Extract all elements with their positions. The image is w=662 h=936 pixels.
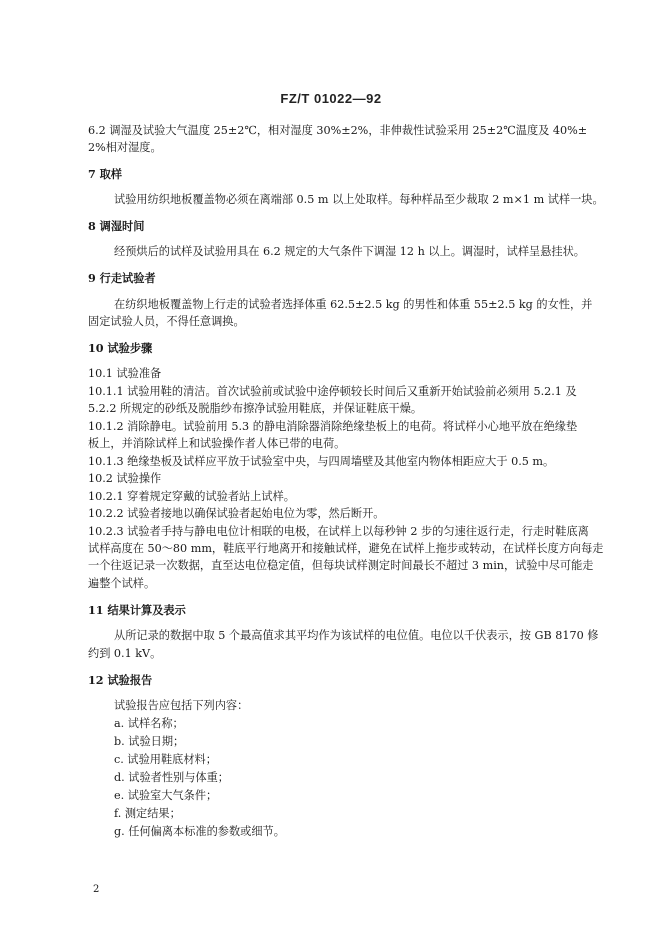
page-number: 2 bbox=[93, 884, 100, 895]
text-line: 遍整个试样。 bbox=[88, 577, 156, 590]
text-line: b. 试验日期； bbox=[114, 735, 185, 748]
section-heading: 10 试验步骤 bbox=[88, 341, 153, 355]
text-line: e. 试验室大气条件； bbox=[114, 789, 218, 802]
text-line: 经预烘后的试样及试验用具在 6.2 规定的大气条件下调湿 12 h 以上。调湿时，试样呈悬挂状。 bbox=[114, 245, 585, 258]
section-heading: 7 取样 bbox=[88, 167, 123, 181]
text-line: 10.2 试验操作 bbox=[88, 472, 162, 485]
text-line: 10.1.3 绝缘垫板及试样应平放于试验室中央，与四周墙壁及其他室内物体相距应大于 0.5 m。 bbox=[88, 455, 555, 468]
document-header: FZ/T 01022—92 bbox=[280, 91, 382, 106]
section-heading: 11 结果计算及表示 bbox=[88, 603, 186, 617]
text-line: 在纺织地板覆盖物上行走的试验者选择体重 62.5±2.5 kg 的男性和体重 55±2.5 kg 的女性，并 bbox=[114, 298, 593, 311]
text-line: g. 任何偏离本标准的参数或细节。 bbox=[114, 825, 285, 838]
text-line: 2%相对湿度。 bbox=[88, 141, 162, 154]
text-line: 一个往返记录一次数据，直至达电位稳定值，但每块试样测定时间最长不超过 3 min，试验中尽可能走 bbox=[88, 559, 594, 572]
text-line: 试样高度在 50～80 mm，鞋底平行地离开和接触试样，避免在试样上拖步或转动，在试样长度方向每走 bbox=[88, 542, 604, 555]
text-line: 10.2.2 试验者接地以确保试验者起始电位为零，然后断开。 bbox=[88, 507, 385, 520]
text-line: 10.1 试验准备 bbox=[88, 367, 162, 380]
text-line: 10.2.1 穿着规定穿戴的试验者站上试样。 bbox=[88, 490, 295, 503]
text-line: a. 试样名称； bbox=[114, 717, 184, 730]
text-line: 5.2.2 所规定的砂纸及脱脂纱布擦净试验用鞋底，并保证鞋底干燥。 bbox=[88, 402, 423, 415]
text-line: 10.1.2 消除静电。试验前用 5.3 的静电消除器消除绝缘垫板上的电荷。将试样小心地平放在绝缘垫 bbox=[88, 420, 578, 433]
text-line: 从所记录的数据中取 5 个最高值求其平均作为该试样的电位值。电位以千伏表示，按 GB 8170 修 bbox=[114, 629, 599, 642]
text-line: 6.2 调湿及试验大气温度 25±2℃，相对湿度 30%±2%，非伸裁性试验采用 25±2℃温度及 40%± bbox=[88, 124, 588, 137]
text-line: 固定试验人员，不得任意调换。 bbox=[88, 315, 245, 328]
section-heading: 8 调湿时间 bbox=[88, 219, 145, 233]
text-line: 10.1.1 试验用鞋的清洁。首次试验前或试验中途停顿较长时间后又重新开始试验前必须用 5.2.1 及 bbox=[88, 385, 577, 398]
text-line: 10.2.3 试验者手持与静电电位计相联的电极，在试样上以每秒钟 2 步的匀速往返行走，行走时鞋底离 bbox=[88, 525, 589, 538]
text-line: f. 测定结果； bbox=[114, 807, 181, 820]
text-line: 试验报告应包括下列内容： bbox=[114, 699, 249, 712]
section-heading: 12 试验报告 bbox=[88, 673, 153, 687]
text-line: 试验用纺织地板覆盖物必须在离端部 0.5 m 以上处取样。每种样品至少裁取 2 m×1 m 试样一块。 bbox=[114, 193, 604, 206]
text-line: d. 试验者性别与体重； bbox=[114, 771, 229, 784]
text-line: 约到 0.1 kV。 bbox=[88, 647, 162, 660]
text-line: c. 试验用鞋底材料； bbox=[114, 753, 217, 766]
section-heading: 9 行走试验者 bbox=[88, 271, 156, 285]
text-line: 板上，并消除试样上和试验操作者人体已带的电荷。 bbox=[88, 437, 346, 450]
